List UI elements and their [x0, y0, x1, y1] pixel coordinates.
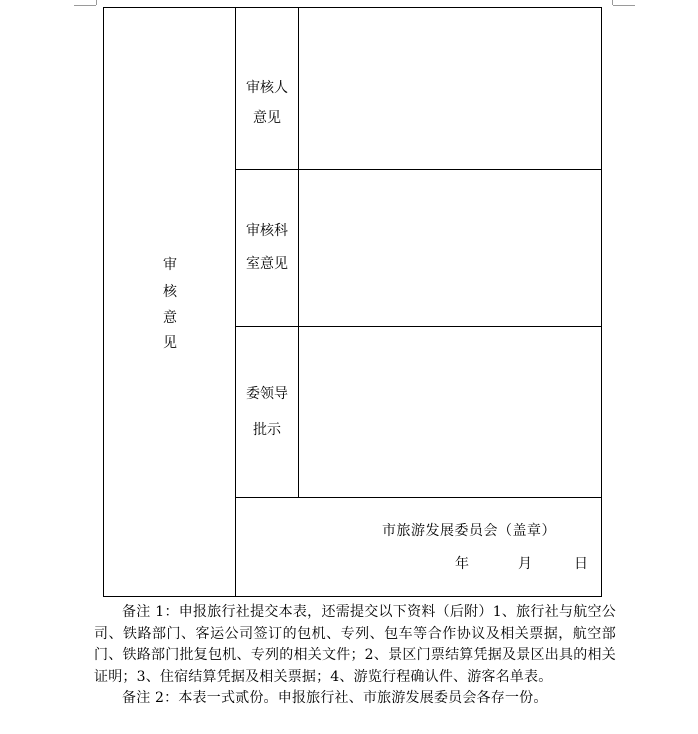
row-label-line: 室意见 [246, 256, 288, 272]
crop-mark-top-left [74, 5, 96, 6]
seal-line: 市旅游发展委员会（盖章） [382, 523, 556, 539]
note-2: 备注 2：本表一式贰份。申报旅行社、市旅游发展委员会各存一份。 [122, 690, 548, 706]
table-divider-left-column [235, 7, 236, 597]
department-opinion-field[interactable] [299, 170, 601, 326]
vertical-label-char: 意 [163, 310, 177, 326]
table-border-bottom [103, 596, 602, 597]
crop-mark-top-right [613, 5, 635, 6]
leader-approval-field[interactable] [299, 327, 601, 497]
date-year: 年 [455, 556, 469, 572]
row-label-line: 意见 [253, 110, 281, 126]
row-label-line: 委领导 [246, 386, 288, 402]
vertical-label-char: 核 [163, 284, 177, 300]
crop-mark-top-left [96, 0, 97, 5]
row-label-line: 审核人 [246, 80, 288, 96]
note-1: 备注 1：申报旅行社提交本表，还需提交以下资料（后附）1、旅行社与航空公司、铁路部门、客运公司签订的包机、专列、包车等合作协议及相关票据，航空部门、铁路部门批复包机、专列的相关文件；2、景区门票结算凭据及景区出具的相关证明；3、住宿结算凭据及相关票据；4、游览行程确认件、游客名单表。 [94, 604, 616, 685]
crop-mark-top-right [612, 0, 613, 5]
row-label-line: 批示 [253, 422, 281, 438]
table-border-left [103, 7, 104, 597]
table-border-right [601, 7, 602, 597]
vertical-label-char: 审 [163, 257, 177, 273]
date-month: 月 [518, 556, 532, 572]
notes-section [94, 602, 616, 710]
vertical-label-char: 见 [163, 335, 177, 351]
reviewer-opinion-field[interactable] [299, 8, 601, 169]
row-label-line: 审核科 [246, 223, 288, 239]
date-day: 日 [574, 556, 588, 572]
table-row-divider [235, 497, 602, 498]
